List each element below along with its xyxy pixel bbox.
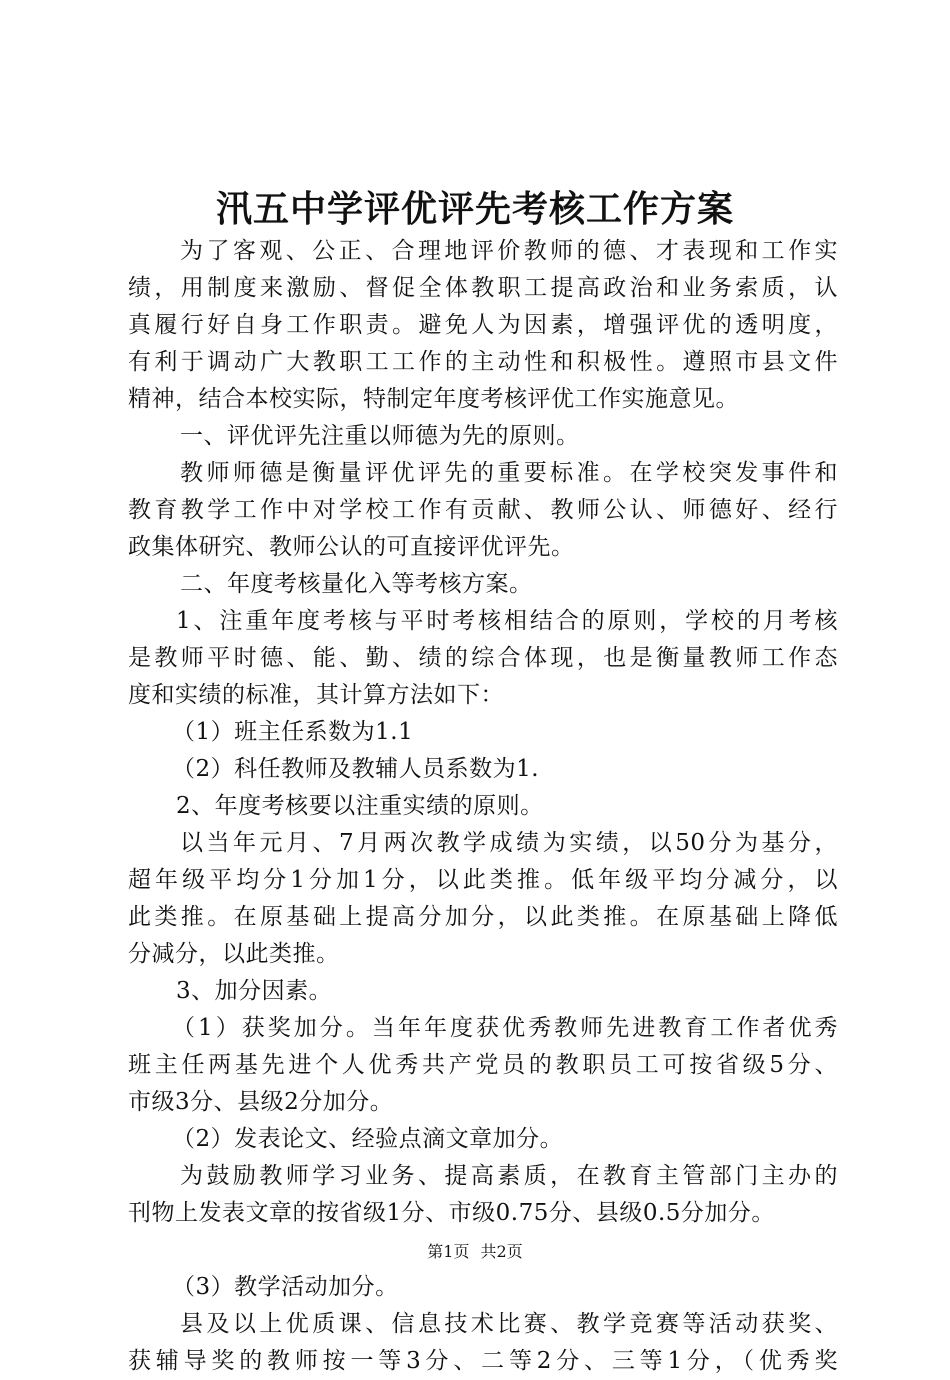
paragraph-line: 分减分，以此类推。: [128, 941, 340, 967]
list-item: （2）科任教师及教辅人员系数为1.: [172, 756, 540, 782]
paragraph-line: 市级3分、县级2分加分。: [128, 1089, 394, 1115]
paragraph-line: 精神，结合本校实际，特制定年度考核评优工作实施意见。: [128, 386, 739, 412]
paragraph-line: 刊物上发表文章的按省级1分、市级0.75分、县级0.5分加分。: [128, 1200, 775, 1226]
paragraph-line: 度和实绩的标准，其计算方法如下：: [128, 682, 504, 708]
section-heading: 3、加分因素。: [176, 978, 333, 1004]
paragraph-line: 为鼓励教师学习业务、提高素质，在教育主管部门主办的: [180, 1163, 838, 1189]
list-item: （1）班主任系数为1.1: [172, 719, 414, 745]
section-heading: 一、评优评先注重以师德为先的原则。: [180, 423, 580, 449]
paragraph-line: （1）获奖加分。当年年度获优秀教师先进教育工作者优秀: [172, 1015, 838, 1041]
paragraph-line: 绩，用制度来激励、督促全体教职工提高政治和业务索质，认: [128, 275, 838, 301]
paragraph-line: 此类推。在原基础上提高分加分，以此类推。在原基础上降低: [128, 904, 838, 930]
paragraph-line: 1、注重年度考核与平时考核相结合的原则，学校的月考核: [176, 608, 838, 634]
paragraph-line: 为了客观、公正、合理地评价教师的德、才表现和工作实: [180, 238, 838, 264]
paragraph-line: 县及以上优质课、信息技术比赛、教学竞赛等活动获奖、: [180, 1311, 838, 1337]
section-heading: 二、年度考核量化入等考核方案。: [180, 571, 533, 597]
page-number-footer: 第1页 共2页: [427, 1242, 523, 1261]
paragraph-line: 教育教学工作中对学校工作有贡献、教师公认、师德好、经行: [128, 497, 838, 523]
paragraph-line: 超年级平均分1分加1分，以此类推。低年级平均分减分，以: [128, 867, 838, 893]
document-title: 汛五中学评优评先考核工作方案: [215, 188, 734, 230]
list-item: （2）发表论文、经验点滴文章加分。: [172, 1126, 564, 1152]
list-item: （3）教学活动加分。: [172, 1274, 399, 1300]
paragraph-line: 是教师平时德、能、勤、绩的综合体现，也是衡量教师工作态: [128, 645, 838, 671]
paragraph-line: 有利于调动广大教职工工作的主动性和积极性。遵照市县文件: [128, 349, 838, 375]
paragraph-line: 以当年元月、7月两次教学成绩为实绩，以50分为基分，: [180, 830, 838, 856]
paragraph-line: 班主任两基先进个人优秀共产党员的教职员工可按省级5分、: [128, 1052, 838, 1078]
paragraph-line: 教师师德是衡量评优评先的重要标准。在学校突发事件和: [180, 460, 838, 486]
paragraph-line: 真履行好自身工作职责。避免人为因素，增强评优的透明度，: [128, 312, 838, 338]
section-heading: 2、年度考核要以注重实绩的原则。: [176, 793, 544, 819]
paragraph-line: 获辅导奖的教师按一等3分、二等2分、三等1分，（优秀奖: [128, 1348, 838, 1374]
document-body: [128, 233, 838, 1380]
paragraph-line: 政集体研究、教师公认的可直接评优评先。: [128, 534, 575, 560]
